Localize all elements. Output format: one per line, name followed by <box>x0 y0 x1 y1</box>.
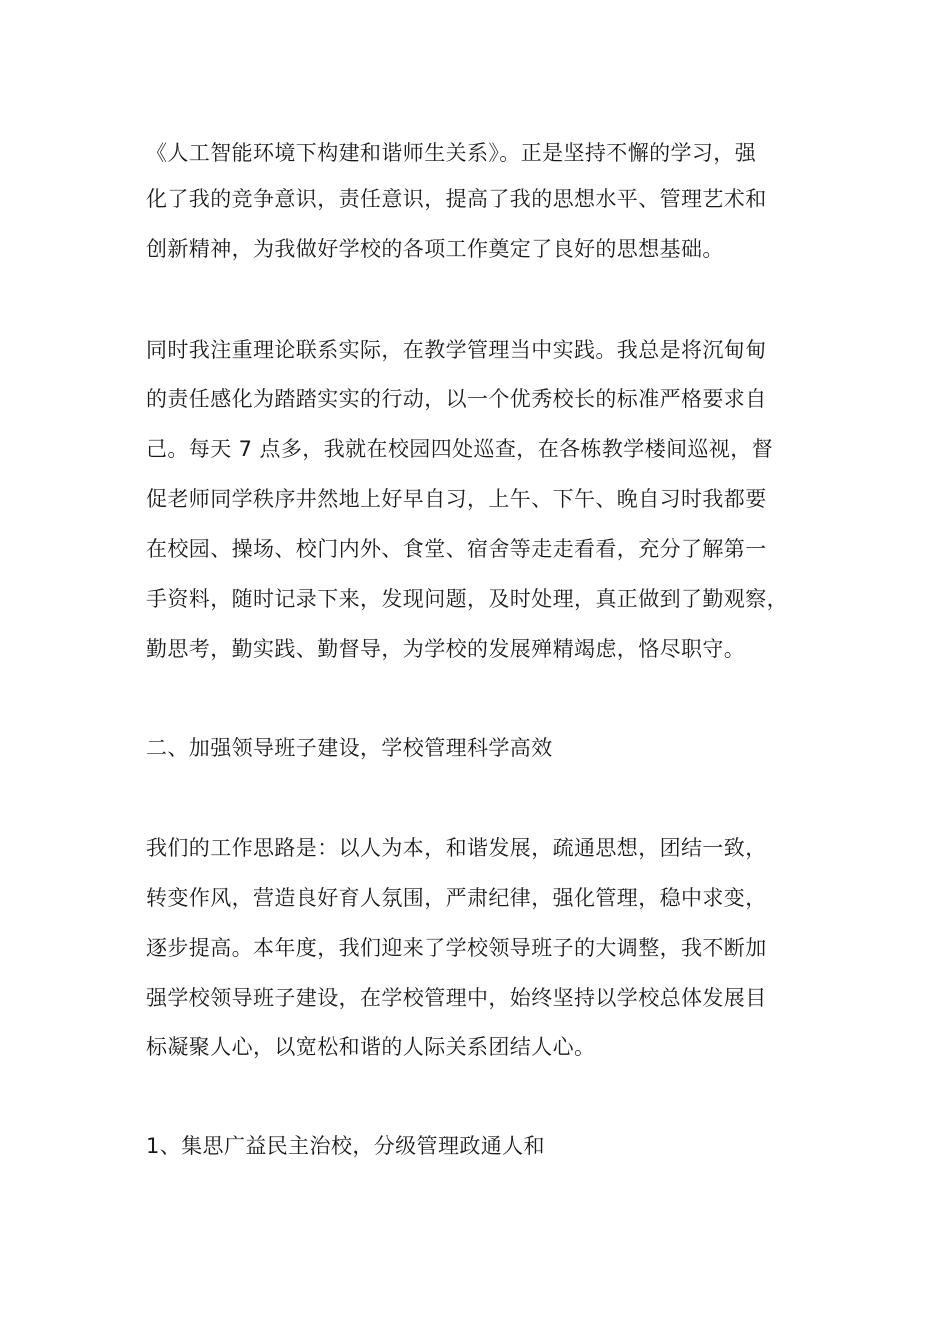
subsection-heading: 1、集思广益民主治校，分级管理政通人和 <box>146 1134 545 1158</box>
text-line: 强学校领导班子建设，在学校管理中，始终坚持以学校总体发展目 <box>146 986 767 1010</box>
text-line: 我们的工作思路是：以人为本，和谐发展，疏通思想，团结一致， <box>146 836 767 860</box>
text-line: 在校园、操场、校门内外、食堂、宿舍等走走看看，充分了解第一 <box>146 537 767 561</box>
text-line: 己。每天 7 点多，我就在校园四处巡查，在各栋教学楼间巡视，督 <box>146 437 774 461</box>
text-line: 同时我注重理论联系实际，在教学管理当中实践。我总是将沉甸甸 <box>146 338 767 362</box>
text-line: 转变作风，营造良好育人氛围，严肃纪律，强化管理，稳中求变， <box>146 886 767 910</box>
text-line: 促老师同学秩序井然地上好早自习，上午、下午、晚自习时我都要 <box>146 487 767 511</box>
text-line: 化了我的竞争意识，责任意识，提高了我的思想水平、管理艺术和 <box>146 187 767 211</box>
text-line: 的责任感化为踏踏实实的行动，以一个优秀校长的标准严格要求自 <box>146 387 767 411</box>
text-line: 手资料，随时记录下来，发现问题，及时处理，真正做到了勤观察， <box>146 587 788 611</box>
section-heading: 二、加强领导班子建设，学校管理科学高效 <box>146 736 553 760</box>
text-line: 勤思考，勤实践、勤督导，为学校的发展殚精竭虑，恪尽职守。 <box>146 637 746 661</box>
text-line: 《人工智能环境下构建和谐师生关系》。正是坚持不懈的学习，强 <box>146 141 757 165</box>
text-line: 创新精神，为我做好学校的各项工作奠定了良好的思想基础。 <box>146 237 724 261</box>
text-line: 标凝聚人心，以宽松和谐的人际关系团结人心。 <box>146 1035 596 1059</box>
text-line: 逐步提高。本年度，我们迎来了学校领导班子的大调整，我不断加 <box>146 936 767 960</box>
